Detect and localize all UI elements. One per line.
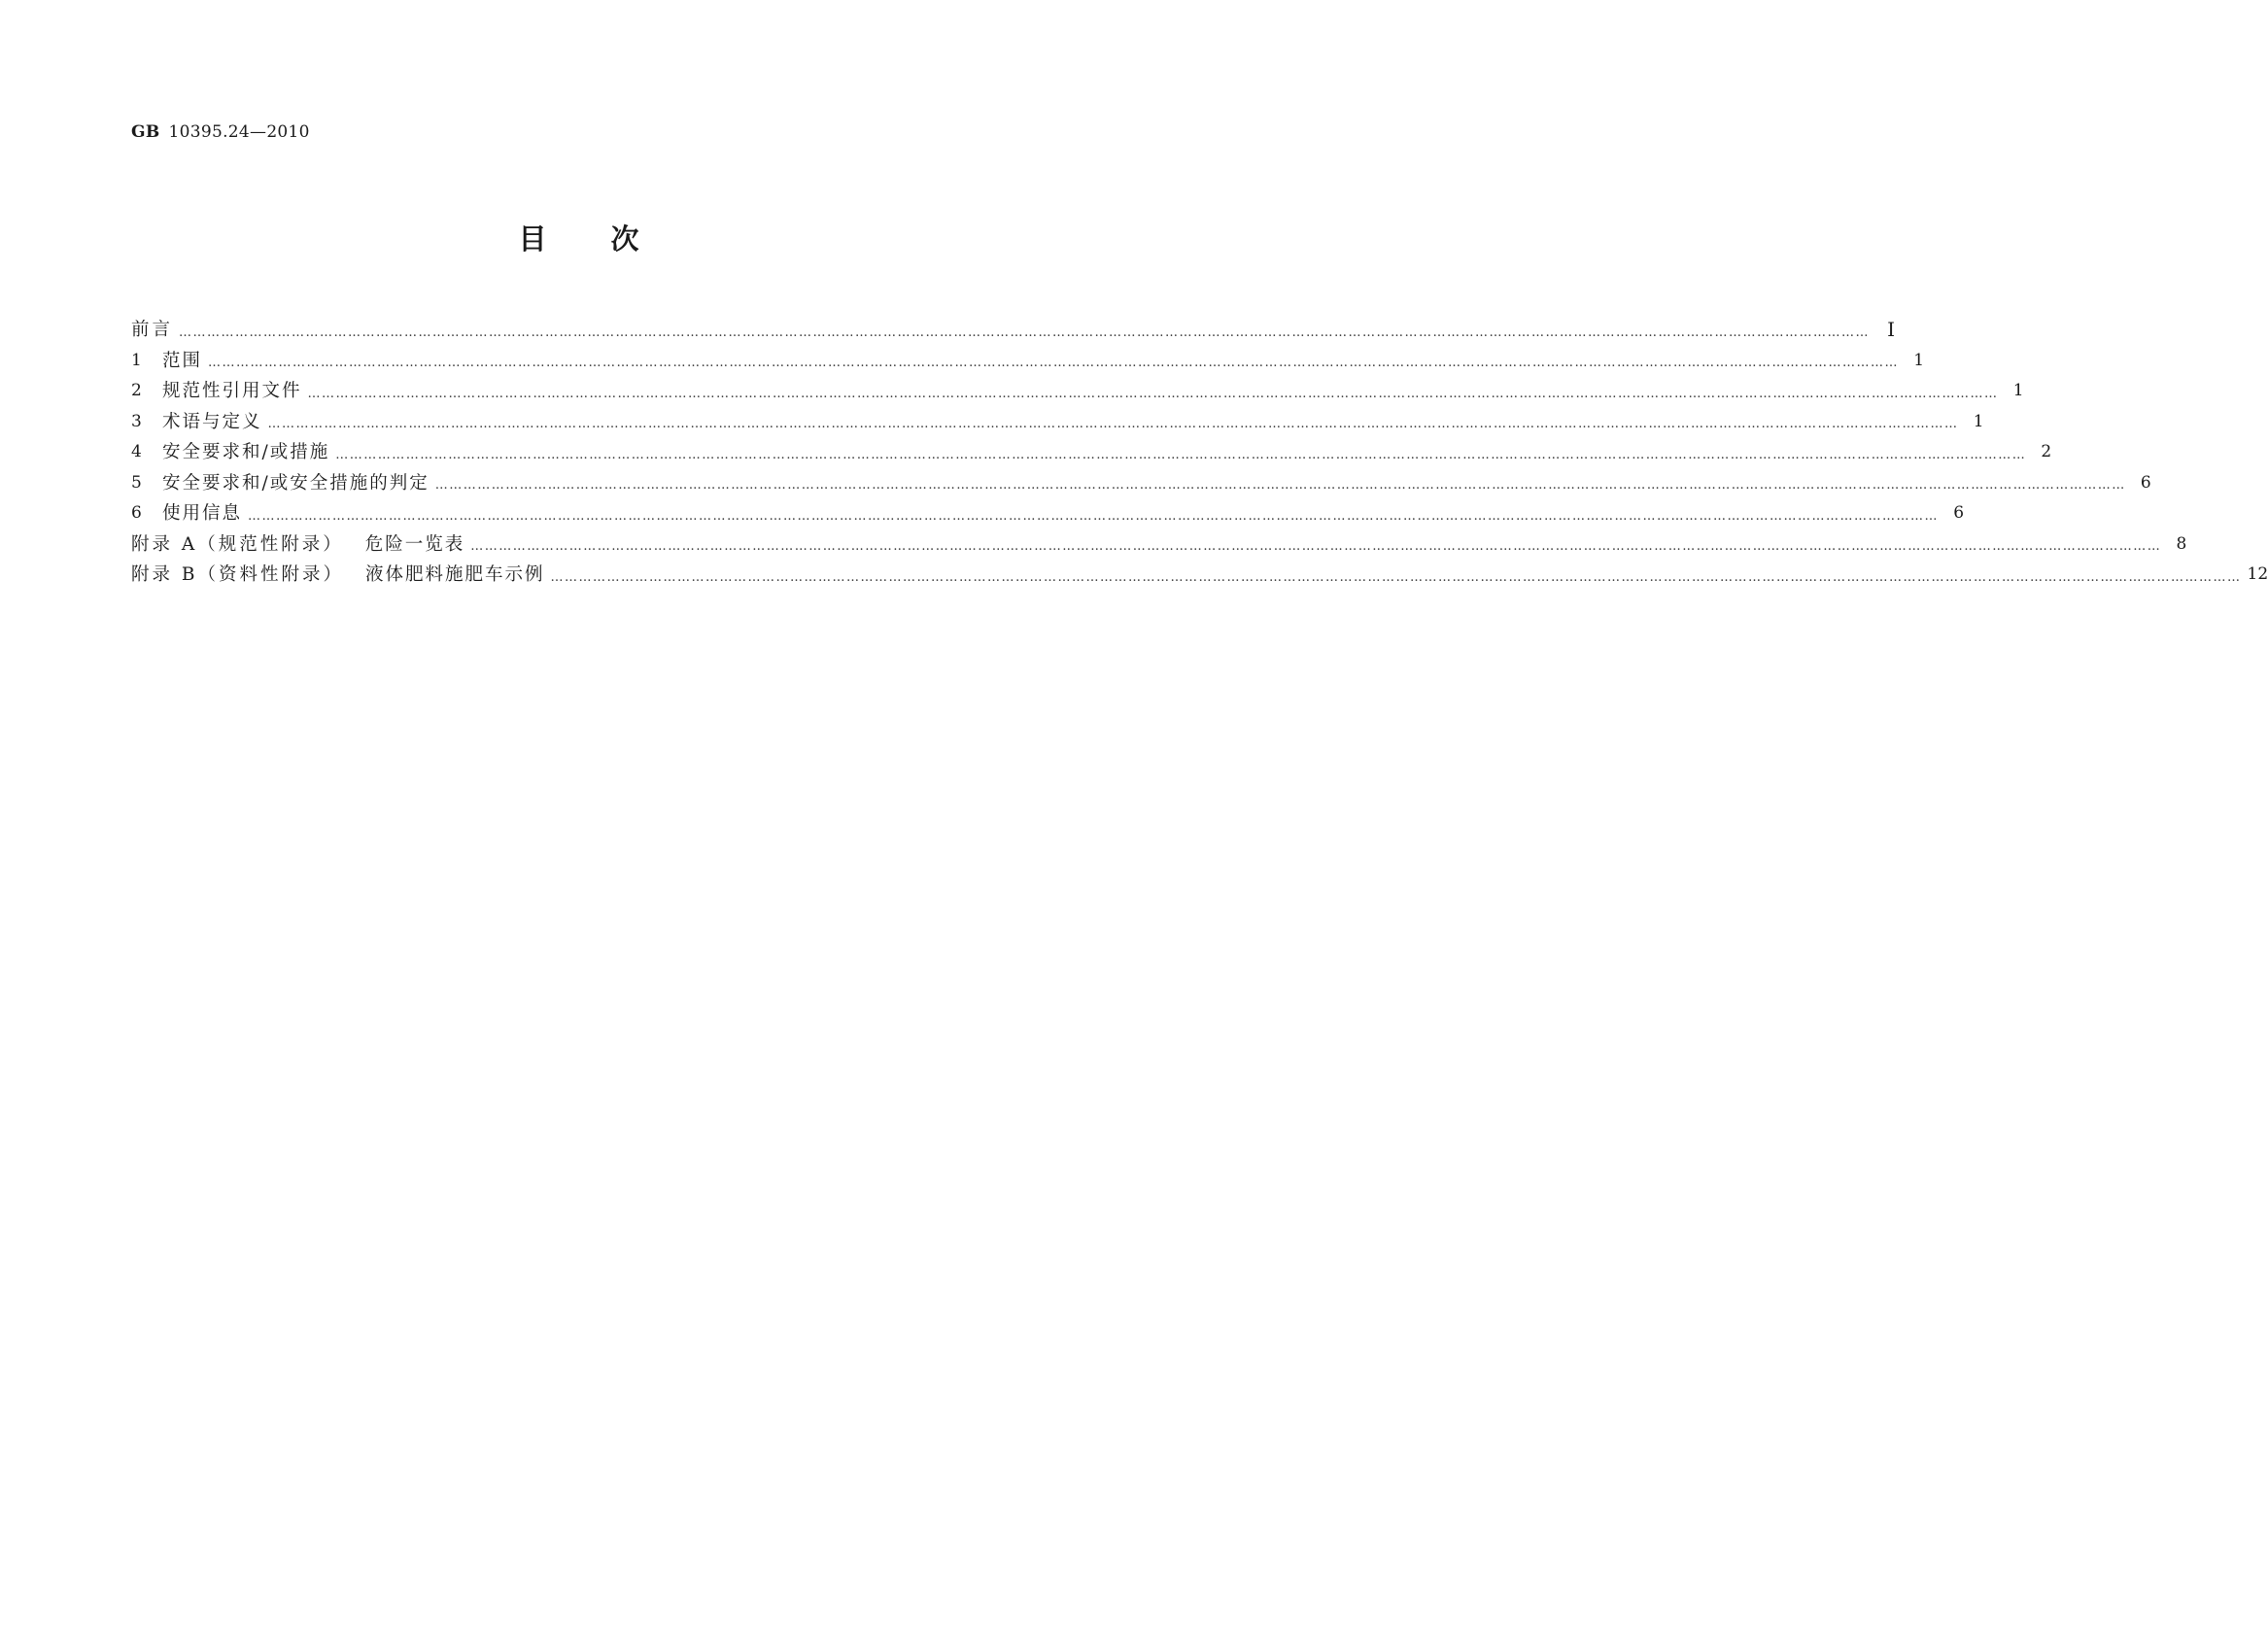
standard-prefix: GB — [131, 122, 160, 142]
toc-entry-annex-b[interactable] — [131, 560, 2268, 591]
toc-page-number: 1 — [1973, 411, 1984, 431]
toc-entry-normative-references[interactable] — [131, 376, 2024, 407]
toc-entry-annex-a[interactable] — [131, 529, 2187, 561]
toc-entry-scope[interactable] — [131, 346, 1925, 377]
toc-entry-number: 6 — [131, 503, 142, 523]
toc-entry-number: 2 — [131, 381, 142, 400]
toc-leader-dots: ……………………………………………………………………………………………………………………………………………………………………………………………………………………………………………………………………………………………………………………………… — [307, 386, 1999, 401]
toc-page-number: 8 — [2176, 533, 2187, 554]
toc-entry-number: 5 — [131, 472, 142, 493]
toc-title: 目次 — [518, 222, 704, 256]
toc-entry-verification[interactable] — [131, 468, 2151, 499]
toc-leader-dots: ……………………………………………………………………………………………………………………………………………………………………………………………………………………………………………………………………………………………………………………………… — [208, 356, 1900, 370]
toc-entry-foreword[interactable] — [131, 315, 1896, 346]
toc-entry-label: 安全要求和/或措施 — [162, 442, 330, 462]
standard-number: 10395.24—2010 — [168, 122, 310, 142]
page-header — [131, 122, 310, 142]
toc-page-number: 6 — [2140, 472, 2151, 493]
toc-page-number: 2 — [2041, 442, 2052, 461]
toc-entry-information-for-use[interactable] — [131, 498, 1965, 529]
toc-page-number: 1 — [1913, 350, 1925, 370]
toc-entry-label: 范围 — [162, 350, 203, 371]
toc-entry-terms-definitions[interactable] — [131, 407, 1984, 438]
toc-entry-label: 安全要求和/或安全措施的判定 — [162, 472, 430, 494]
toc-page-number: 6 — [1953, 503, 1965, 523]
toc-entry-number: 3 — [131, 411, 142, 431]
toc-leader-dots: ……………………………………………………………………………………………………………………………………………………………………………………………………………………………………………………………………………………………………………………………… — [335, 447, 2027, 462]
toc-leader-dots: ……………………………………………………………………………………………………………………………………………………………………………………………………………………………………………………………………………………………………………………………… — [470, 539, 2162, 554]
toc-leader-dots: ……………………………………………………………………………………………………………………………………………………………………………………………………………………………………………………………………………………………………………………………… — [248, 508, 1940, 524]
toc-leader-dots: ……………………………………………………………………………………………………………………………………………………………………………………………………………………………………………………………………………………………………………………………… — [179, 324, 1871, 340]
toc-entry-label: 术语与定义 — [162, 411, 262, 432]
toc-leader-dots: ……………………………………………………………………………………………………………………………………………………………………………………………………………………………………………………………………………………………………………………………… — [550, 569, 2242, 585]
toc-leader-dots: ……………………………………………………………………………………………………………………………………………………………………………………………………………………………………………………………………………………………………………………………… — [267, 417, 1959, 431]
toc-entry-label: 附录 B（资料性附录） — [131, 564, 344, 585]
toc-entry-number: 4 — [131, 442, 142, 461]
toc-leader-dots: ……………………………………………………………………………………………………………………………………………………………………………………………………………………………………………………………………………………………………………………………… — [434, 478, 2126, 493]
toc-page-number: Ⅰ — [1887, 318, 1896, 341]
toc-entry-label: 前言 — [131, 320, 174, 340]
table-of-contents — [131, 315, 2268, 591]
toc-page-number: 1 — [2012, 381, 2024, 400]
toc-entry-label: 使用信息 — [162, 503, 243, 524]
toc-entry-subtitle: 危险一览表 — [364, 533, 465, 555]
toc-entry-number: 1 — [131, 350, 142, 370]
toc-entry-safety-requirements[interactable] — [131, 437, 2052, 468]
toc-entry-subtitle: 液体肥料施肥车示例 — [364, 564, 545, 585]
toc-entry-label: 规范性引用文件 — [162, 381, 302, 401]
toc-page-number: 12 — [2247, 564, 2268, 584]
toc-entry-label: 附录 A（规范性附录） — [131, 533, 344, 555]
